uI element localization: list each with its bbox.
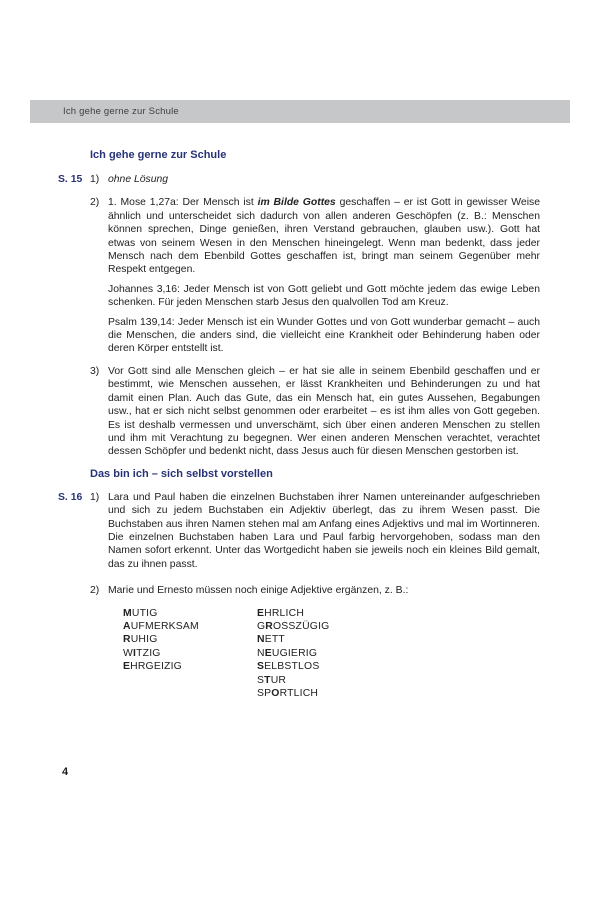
item-number: 2) bbox=[90, 197, 100, 209]
item-number: 2) bbox=[90, 585, 100, 597]
adjective-list-marie bbox=[123, 607, 257, 701]
adjective-item bbox=[257, 674, 540, 687]
emphasis-im-bilde-gottes: im Bilde Gottes bbox=[257, 197, 336, 209]
adjective-item bbox=[257, 607, 540, 620]
item-number-spacer bbox=[90, 607, 108, 701]
adjective-item bbox=[123, 647, 257, 660]
adjective-post: HRLICH bbox=[264, 607, 305, 619]
adjective-pre: W bbox=[123, 647, 134, 659]
adjective-post: HRGEIZIG bbox=[130, 661, 182, 673]
page-ref-spacer bbox=[58, 365, 90, 459]
adjective-highlight-letter: M bbox=[123, 607, 132, 619]
adjective-pre: SP bbox=[257, 688, 272, 699]
adjective-post: UR bbox=[270, 674, 287, 686]
page-ref-spacer bbox=[58, 607, 90, 701]
adjective-highlight-letter: I bbox=[133, 647, 137, 659]
adjective-item bbox=[257, 633, 540, 646]
paragraph-psalm: Psalm 139,14: Jeder Mensch ist ein Wunder Gottes und von Gott wunderbar gemacht – auch die Menschen, die anders sind, die vielleicht eine Krankheit oder Behinderung haben oder deren Körper entstellt ist. bbox=[108, 316, 540, 355]
adjective-highlight-letter: A bbox=[123, 620, 131, 632]
adjective-highlight-letter: E bbox=[123, 661, 131, 673]
adjective-pre: G bbox=[257, 620, 266, 632]
page-ref-s15: S. 15 bbox=[58, 174, 83, 185]
answer-text-s15-2 bbox=[108, 196, 540, 355]
adjective-item bbox=[123, 607, 257, 620]
adjective-post: ELBSTLOS bbox=[264, 661, 320, 673]
paragraph-johannes: Johannes 3,16: Jeder Mensch ist von Gott geliebt und Gott möchte jedem das ewige Leben schenken. Für jeden Menschen starb Jesus den qualvollen Tod am Kreuz. bbox=[108, 283, 540, 309]
adjective-post: ETT bbox=[264, 634, 285, 646]
adjective-highlight-letter: T bbox=[264, 674, 271, 686]
adjective-item bbox=[123, 620, 257, 633]
answer-text-ohne-loesung: ohne Lösung bbox=[108, 174, 169, 185]
adjective-post: TZIG bbox=[136, 647, 161, 659]
page-ref-s16: S. 16 bbox=[58, 491, 83, 503]
adjective-pre: N bbox=[257, 647, 265, 659]
adjective-pre: S bbox=[257, 674, 265, 686]
answer-text-s16-2: Marie und Ernesto müssen noch einige Adjektive ergänzen, z. B.: bbox=[108, 585, 409, 597]
adjective-highlight-letter: S bbox=[257, 661, 265, 673]
adjective-highlight-letter: E bbox=[257, 607, 265, 619]
adjective-highlight-letter: R bbox=[123, 634, 131, 646]
page-content bbox=[58, 148, 540, 700]
answer-row-s16-1 bbox=[58, 491, 540, 571]
answer-row-s15-3 bbox=[58, 365, 540, 459]
adjective-highlight-letter: E bbox=[264, 647, 272, 659]
adjective-lists-row bbox=[58, 607, 540, 701]
adjective-item bbox=[257, 647, 540, 660]
item-number: 1) bbox=[90, 174, 100, 185]
adjective-post: OSSZÜGIG bbox=[273, 620, 330, 632]
answer-row-s16-2 bbox=[58, 584, 540, 597]
page-ref-spacer bbox=[58, 584, 90, 597]
adjective-highlight-letter: N bbox=[257, 634, 265, 646]
paragraph-mose bbox=[108, 196, 540, 276]
adjective-post: UFMERKSAM bbox=[130, 620, 199, 632]
adjective-item bbox=[257, 660, 540, 673]
page-number: 4 bbox=[62, 766, 69, 778]
adjective-item bbox=[123, 633, 257, 646]
adjective-highlight-letter: R bbox=[265, 620, 274, 632]
paragraph-text: geschaffen – er ist Gott in gewisser Weise ähnlich und unterscheidet sich dadurch von allen anderen Geschöpfen (z. B.: Menschen können sprechen, Dinge genießen, ihren Verstand gebrauchen, glauben usw.). Gott hat etwas von seinem Wesen in den Menschen hineingelegt. Wenn man bedenkt, dass jeder Mensch nach dem Ebenbild Gottes geschaffen ist, bringt man seinem Gegenüber mehr Respekt entgegen. bbox=[108, 197, 540, 276]
section-heading-ich-gehe-gerne-zur-schule: Ich gehe gerne zur Schule bbox=[90, 149, 227, 161]
adjective-item bbox=[123, 660, 257, 673]
section-heading-das-bin-ich: Das bin ich – sich selbst vorstellen bbox=[90, 467, 273, 480]
adjective-post: UHIG bbox=[130, 634, 158, 646]
paragraph-text: 1. Mose 1,27a: Der Mensch ist bbox=[108, 197, 258, 209]
adjective-post: UGIERIG bbox=[271, 647, 318, 659]
answer-text-s15-3: Vor Gott sind alle Menschen gleich – er hat sie alle in seinem Ebenbild geschaffen und er bestimmt, wie Menschen aussehen, er lässt Krankheiten und Behinderungen zu und hat damit einen Plan. Auch das Gute, das ein Mensch hat, ein gutes Aussehen, Begabungen usw., hat er sich nicht selbst genommen oder erarbeitet – es ist ihm alles von Gott gegeben. Es ist deshalb vermessen und unverschämt, sich über einen anderen Menschen zu stellen und ihm mit Verachtung zu begegnen. Wer einen anderen Menschen verachtet, verachtet dessen Schöpfer und bedenkt nicht, dass Jesus auch für diesen Menschen gestorben ist. bbox=[108, 365, 540, 458]
adjective-post: UTIG bbox=[131, 607, 158, 619]
adjective-highlight-letter: O bbox=[271, 688, 280, 699]
running-header-text: Ich gehe gerne zur Schule bbox=[63, 106, 179, 117]
item-number: 1) bbox=[90, 491, 100, 503]
answer-row-s15-1 bbox=[58, 173, 540, 186]
adjective-post: RTLICH bbox=[279, 688, 319, 699]
answer-text-s16-1: Lara und Paul haben die einzelnen Buchstaben ihrer Namen untereinander aufgeschrieben und sich zu jedem Buchstaben ein Adjektiv überlegt, das zu ihrem Wesen passt. Die Buchstaben aus ihren Namen stehen mal am Anfang eines Adjektivs und mal im Wortinneren. Die einzelnen Buchstaben haben Lara und Paul farbig hervorgehoben, sodass man den Namen sofort erkennt. Unter das Wortgedicht haben sie jeweils noch ein kleines Bild gemalt, das zu ihnen passt. bbox=[108, 491, 540, 570]
adjective-item bbox=[257, 687, 540, 700]
item-number: 3) bbox=[90, 365, 100, 377]
adjective-list-ernesto bbox=[257, 607, 540, 701]
adjective-item bbox=[257, 620, 540, 633]
adjective-lists bbox=[108, 607, 540, 701]
page-ref-spacer bbox=[58, 196, 90, 355]
running-header-bar bbox=[30, 100, 570, 123]
answer-row-s15-2 bbox=[58, 196, 540, 355]
